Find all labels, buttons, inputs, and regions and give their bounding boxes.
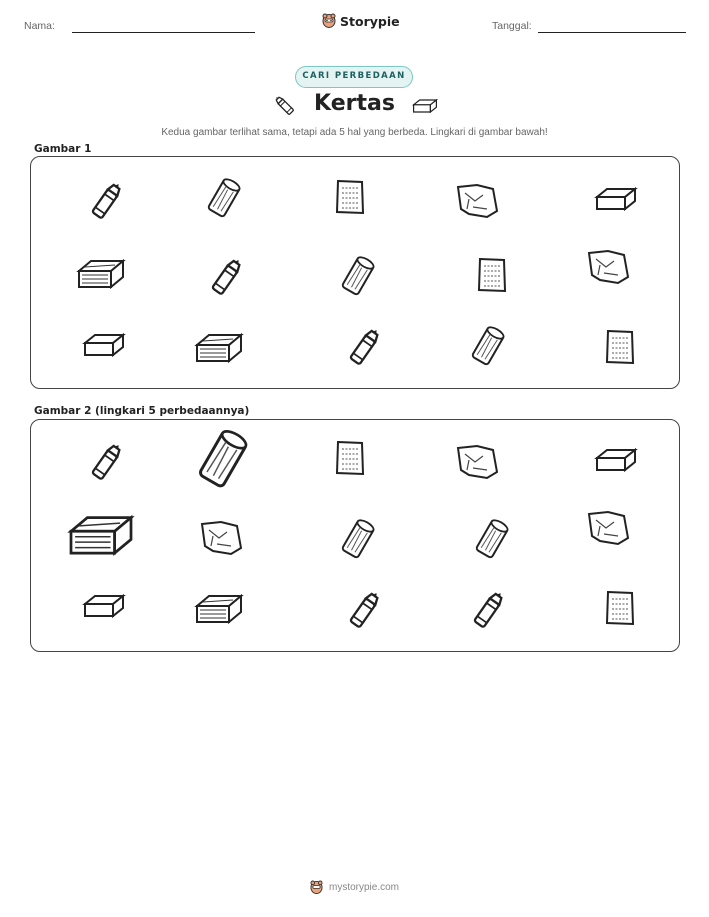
activity-badge: CARI PERBEDAAN — [295, 66, 413, 88]
wood-log-icon[interactable] — [333, 251, 383, 301]
crayon-icon[interactable] — [341, 588, 387, 634]
wood-log-icon[interactable] — [199, 173, 249, 223]
paper-sheet-icon[interactable] — [603, 327, 637, 367]
page-title: Kertas — [314, 91, 395, 116]
eraser-icon[interactable] — [79, 325, 129, 365]
crayon-icon[interactable] — [203, 255, 249, 301]
crumpled-paper-icon[interactable] — [584, 508, 632, 548]
date-label: Tanggal: — [492, 20, 532, 32]
crumpled-paper-icon[interactable] — [453, 442, 501, 482]
picture-1-panel — [30, 156, 680, 389]
brand-logo — [322, 13, 400, 29]
paper-sheet-icon[interactable] — [333, 438, 367, 478]
instructions: Kedua gambar terlihat sama, tetapi ada 5 hal yang berbeda. Lingkari di gambar bawah! — [161, 127, 548, 138]
eraser-icon[interactable] — [591, 179, 641, 219]
name-line[interactable] — [72, 32, 255, 33]
paper-sheet-icon[interactable] — [333, 177, 367, 217]
storypie-mascot-icon — [310, 880, 323, 895]
wood-block-icon[interactable] — [193, 586, 245, 630]
eraser-icon[interactable] — [79, 586, 129, 626]
wood-log-large-icon[interactable] — [183, 422, 263, 496]
wood-block-icon[interactable] — [193, 325, 245, 369]
eraser-icon — [410, 93, 440, 119]
wood-log-icon[interactable] — [467, 514, 517, 564]
crumpled-paper-icon[interactable] — [584, 247, 632, 287]
paper-sheet-icon[interactable] — [603, 588, 637, 628]
wood-log-icon[interactable] — [463, 321, 513, 371]
name-label: Nama: — [24, 20, 55, 32]
wood-block-large-icon[interactable] — [65, 504, 137, 564]
crayon-icon[interactable] — [341, 325, 387, 371]
picture-2-panel — [30, 419, 680, 652]
crayon-icon[interactable] — [83, 440, 129, 486]
panel-1-label: Gambar 1 — [34, 143, 92, 155]
paper-sheet-icon[interactable] — [475, 255, 509, 295]
crayon-icon[interactable] — [83, 179, 129, 225]
crumpled-paper-icon[interactable] — [197, 518, 245, 558]
brand-name: Storypie — [340, 13, 400, 29]
storypie-mascot-icon — [322, 13, 336, 29]
panel-2-label: Gambar 2 (lingkari 5 perbedaannya) — [34, 405, 250, 417]
footer — [0, 880, 709, 895]
eraser-icon[interactable] — [591, 440, 641, 480]
wood-log-icon[interactable] — [333, 514, 383, 564]
crumpled-paper-icon[interactable] — [453, 181, 501, 221]
wood-block-icon[interactable] — [75, 251, 127, 295]
crayon-icon[interactable] — [465, 588, 511, 634]
date-line[interactable] — [538, 32, 686, 33]
footer-url[interactable]: mystorypie.com — [328, 882, 399, 893]
